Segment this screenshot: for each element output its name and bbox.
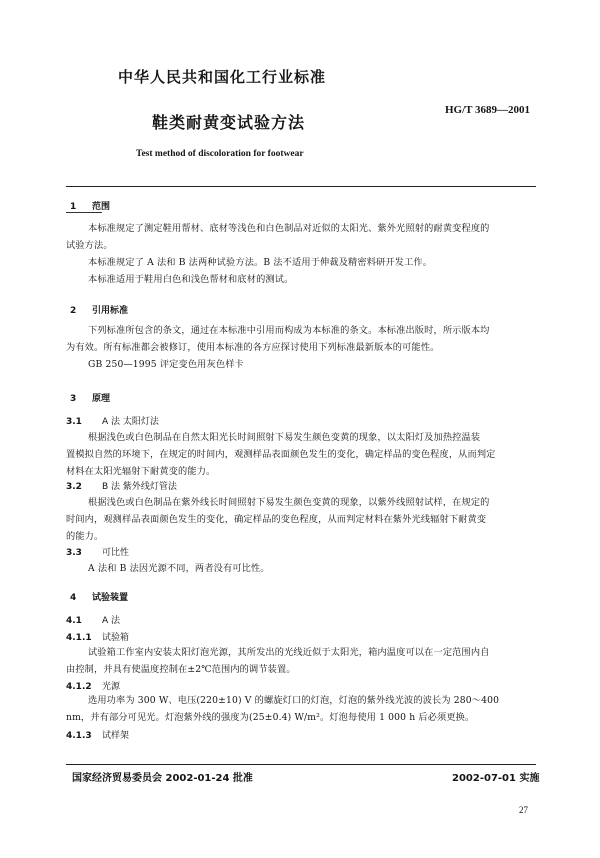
paragraph	[66, 322, 536, 373]
section-title: 引用标准	[92, 306, 129, 316]
subsection-4-1-1-heading	[66, 630, 129, 643]
subsection-number: 4.1	[66, 616, 82, 626]
subsection-title: A 法	[102, 616, 121, 626]
text-line: 下列标准所包含的条文，通过在本标准中引用而构成为本标准的条文。本标准出版时，所示版本均	[88, 325, 490, 336]
implementation-date: 2002-07-01 实施	[452, 773, 540, 784]
text-line: 试验箱工作室内安装太阳灯泡光源，其所发出的光线近似于太阳光，箱内温度可以在一定范围内自	[88, 647, 490, 658]
subsection-number: 4.1.3	[66, 731, 92, 741]
text-line: 置模拟自然的环境下，在规定的时间内，观测样品表面颜色发生的变化，确定样品的变色程度，从而判定	[66, 449, 496, 460]
subsection-number: 3.3	[66, 548, 82, 558]
text-line: 本标准规定了测定鞋用帮材、底材等浅色和白色制品对近似的太阳光、紫外光照射的耐黄变程度的	[88, 223, 490, 234]
text-line: 材料在太阳光辐射下耐黄变的能力。	[66, 466, 216, 477]
section-number: 3	[70, 394, 77, 404]
subsection-4-1-3-heading	[66, 728, 129, 741]
page-number: 27	[519, 805, 528, 815]
document-title: 鞋类耐黄变试验方法	[152, 113, 306, 132]
subsection-3-1-heading	[66, 414, 159, 427]
text-line: nm，并有部分可见光。灯泡紫外线的强度为(25±0.4) W/m²。灯泡每使用 1 000 h 后必须更换。	[66, 712, 475, 723]
header-rule	[66, 186, 536, 187]
subsection-title: 可比性	[102, 548, 130, 558]
section-3-heading	[70, 391, 110, 404]
section-number: 4	[70, 593, 77, 603]
text-line: 本标准规定了 A 法和 B 法两种试验方法。B 法不适用于伸裁及精密料研开发工作。	[88, 257, 433, 268]
english-title: Test method of discoloration for footwear	[136, 149, 304, 159]
paragraph	[66, 644, 536, 678]
approval-line: 国家经济贸易委员会 2002-01-24 批准	[72, 773, 253, 784]
text-line: 为有效。所有标准都会被修订，使用本标准的各方应探讨使用下列标准最新版本的可能性。	[66, 342, 440, 353]
reference-line: GB 250—1995 评定变色用灰色样卡	[88, 359, 244, 370]
subsection-title: 试样架	[102, 731, 130, 741]
subsection-number: 3.1	[66, 417, 82, 427]
subsection-number: 4.1.1	[66, 633, 92, 643]
section-number: 1	[70, 202, 77, 212]
text-line: 根据浅色或白色制品在紫外线长时间照射下易发生颜色变黄的现象，以紫外线照射试样，在规定的	[88, 497, 490, 508]
paragraph	[66, 429, 536, 480]
subsection-title: 试验箱	[102, 633, 130, 643]
text-line: 时间内，观测样品表面颜色发生的变化，确定样品的变色程度，从而判定材料在紫外光线辐射下耐黄变	[66, 514, 487, 525]
text-line: 选用功率为 300 W、电压(220±10) V 的螺旋灯口的灯泡，灯泡的紫外线光波的波长为 280～400	[88, 695, 500, 706]
subsection-3-2-heading	[66, 479, 177, 492]
section-2-heading	[70, 303, 128, 316]
divider	[66, 212, 102, 213]
paragraph	[66, 494, 536, 545]
subsection-number: 4.1.2	[66, 682, 92, 692]
text-line: 本标准适用于鞋用白色和浅色帮材和底材的测试。	[88, 274, 294, 285]
paragraph	[66, 692, 536, 726]
subsection-title: A 法 太阳灯法	[102, 417, 159, 427]
section-number: 2	[70, 306, 77, 316]
section-title: 原理	[92, 394, 111, 404]
standard-type: 中华人民共和国化工行业标准	[118, 68, 327, 86]
section-1-heading	[70, 199, 110, 212]
subsection-number: 3.2	[66, 482, 82, 492]
section-4-heading	[70, 590, 128, 603]
text-line: A 法和 B 法因光源不同，两者没有可比性。	[88, 563, 270, 574]
section-title: 范围	[92, 202, 111, 212]
section-title: 试验装置	[92, 593, 129, 603]
subsection-4-1-2-heading	[66, 679, 120, 692]
subsection-4-1-heading	[66, 613, 120, 626]
subsection-title: B 法 紫外线灯管法	[102, 482, 177, 492]
text-line: 由控制，并具有使温度控制在±2℃范围内的调节装置。	[66, 664, 296, 675]
subsection-title: 光源	[102, 682, 121, 692]
text-line: 试验方法。	[66, 240, 113, 251]
standard-code: HG/T 3689—2001	[445, 104, 531, 116]
paragraph	[66, 560, 536, 577]
text-line: 的能力。	[66, 531, 104, 542]
text-line: 根据浅色或白色制品在自然太阳光长时间照射下易发生颜色变黄的现象，以太阳灯及加热控温装	[88, 432, 481, 443]
paragraph	[66, 220, 536, 288]
subsection-3-3-heading	[66, 545, 129, 558]
footer-rule	[66, 764, 536, 765]
